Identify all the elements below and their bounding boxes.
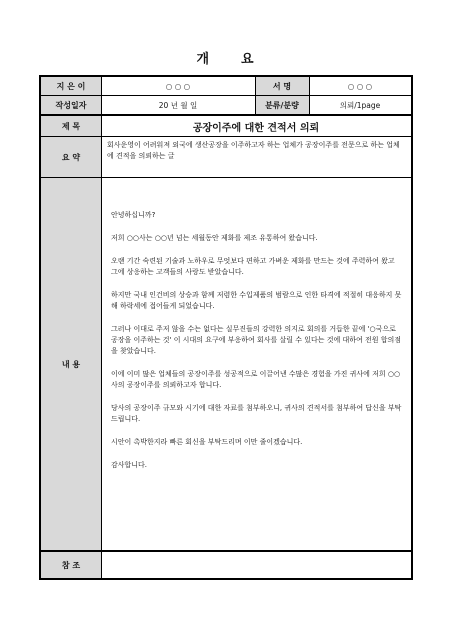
content-paragraph: 그러나 이대로 주저 않을 수는 없다는 실무진들의 강력한 의지로 회의를 거듭한 끝에 '○국으로 공장을 이주하는 것' 이 시대의 요구에 부응하여 회사를 살릴 수 있다는 것에 대하여 전원 합의점을 찾았습니다.: [111, 325, 402, 355]
reference-label: 참 조: [41, 552, 101, 578]
grid-line: [41, 95, 411, 96]
content-paragraph: 당사의 공장이주 규모와 시기에 대한 자료를 첨부하오니, 귀사의 견적서를 첨부하여 답신을 부탁드립니다.: [111, 404, 402, 423]
content-paragraph: 하지만 국내 인건비의 상승과 함께 저렴한 수입제품의 범람으로 인한 타격에 적절히 대응하지 못해 하락세에 접어들게 되었습니다.: [111, 291, 402, 310]
category-label: 분류/분량: [255, 96, 309, 114]
owner-value: ○ ○ ○: [347, 81, 373, 91]
subject-label: 제 목: [41, 116, 101, 136]
grid-line: [101, 77, 102, 578]
grid-line: [309, 77, 310, 114]
content-paragraph: 감사합니다.: [111, 461, 148, 469]
subject-value: 공장이주에 대한 견적서 의뢰: [192, 122, 320, 134]
summary-label: 요 약: [41, 137, 101, 177]
author-label: 지 은 이: [41, 77, 101, 95]
content-paragraph: 오랜 기간 숙련된 기술과 노하우로 무엇보다 편하고 가벼운 제화를 만드는 것에 주력하여 왔고 그에 상응하는 고객들의 사랑도 받았습니다.: [111, 257, 395, 276]
grid-line: [41, 114, 411, 116]
date-label: 작성일자: [41, 96, 101, 114]
reference-value: [101, 552, 411, 578]
author-value: ○ ○ ○: [165, 81, 191, 91]
date-value: 20 년 월 일: [158, 100, 198, 110]
page-title: 개 요: [196, 52, 254, 67]
content-paragraph: 저희 ○○사는 ○○년 넘는 세월동안 제화를 제조 유통하여 왔습니다.: [111, 234, 318, 242]
grid-line: [41, 177, 411, 178]
grid-line: [41, 550, 411, 552]
overview-form: [39, 75, 413, 580]
content-label: 내 용: [41, 178, 101, 550]
content-paragraph: 안녕하십니까?: [111, 211, 156, 219]
content-paragraph: 시안이 촉박한지라 빠른 회신을 부탁드리며 이만 줄이겠습니다.: [111, 438, 303, 446]
category-value: 의뢰/1page: [339, 100, 381, 110]
summary-value: 회사운영이 어려워져 외국에 생산공장을 이주하고자 하는 업체가 공장이주를 전문으로 하는 업체에 견적을 의뢰하는 글: [107, 141, 400, 160]
owner-label: 서 명: [255, 77, 309, 95]
content-paragraph: 이에 이미 많은 업체들의 공장이주를 성공적으로 이끌어낸 수많은 경험을 가진 귀사에 저희 ○○사의 공장이주를 의뢰하고자 합니다.: [111, 370, 401, 389]
grid-line: [255, 77, 256, 114]
content-body: [101, 178, 411, 550]
grid-line: [41, 136, 411, 137]
